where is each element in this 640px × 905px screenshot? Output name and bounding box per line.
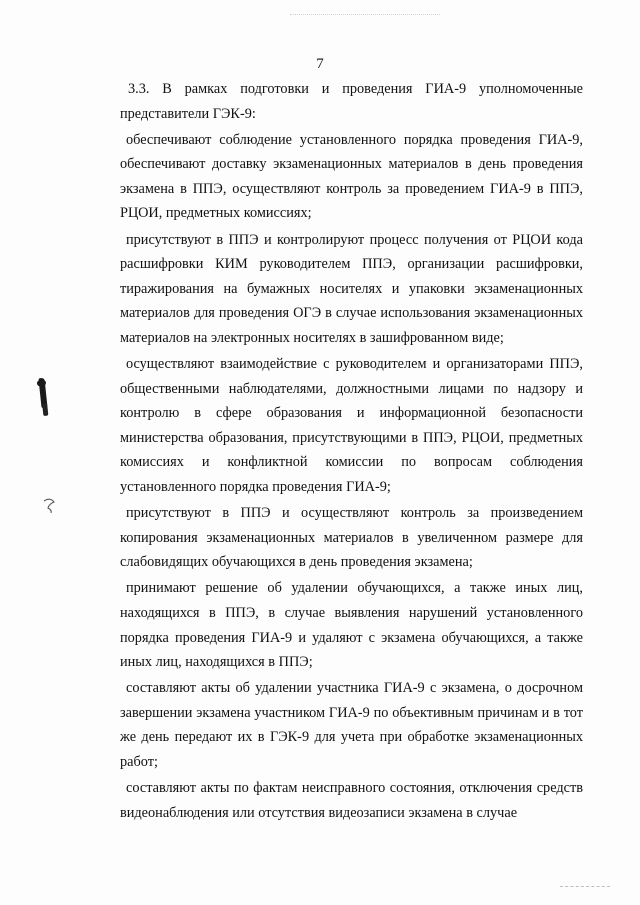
document-body <box>120 77 583 827</box>
paragraph-video-acts: составляют акты по фактам неисправного состояния, отключения средств видеонаблюдения или отсутствия видеозаписи экзамена в случае <box>120 780 583 821</box>
paragraph-copying-control: присутствуют в ППЭ и осуществляют контроль за произведением копирования экзаменационных материалов в увеличенном размере для слабовидящих обучающихся в день проведения экзамена; <box>120 505 583 571</box>
paragraph-ensure-order: обеспечивают соблюдение установленного порядка проведения ГИА-9, обеспечивают доставку экзаменационных материалов в день проведения экзамена в ППЭ, осуществляют контроль за проведением ГИА-9 в ППЭ, РЦОИ, предметных комиссиях; <box>120 131 583 222</box>
scan-artifact-top <box>290 14 440 19</box>
paragraph-removal-decision: принимают решение об удалении обучающихся, а также иных лиц, находящихся в ППЭ, в случае выявления нарушений установленного порядка проведения ГИА-9 и удаляют с экзамена обучающихся, а также иных лиц, находящихся в ППЭ; <box>120 580 583 671</box>
paragraph-interaction: осуществляют взаимодействие с руководителем и организаторами ППЭ, общественными наблюдателями, должностными лицами по надзору и контролю в сфере образования и информационной безопасности министерства образования, присутствующими в ППЭ, РЦОИ, предметных комиссиях и конфликтной комиссии по вопросам соблюдения установленного порядка проведения ГИА-9; <box>120 356 583 495</box>
page-number: 7 <box>316 56 324 72</box>
margin-pen-squiggle <box>40 495 60 515</box>
scan-artifact-bottom <box>560 886 610 891</box>
margin-ink-mark <box>38 378 47 408</box>
paragraph-present-decryption: присутствуют в ППЭ и контролируют процесс получения от РЦОИ кода расшифровки КИМ руководителем ППЭ, организации расшифровки, тиражирования на бумажных носителях и упаковки экзаменационных материалов для проведения ОГЭ в случае использования экзаменационных материалов на электронных носителях в зашифрованном виде; <box>120 231 583 346</box>
paragraph-3-3: 3.3. В рамках подготовки и проведения ГИА-9 уполномоченные представители ГЭК-9: <box>120 81 583 122</box>
paragraph-removal-acts: составляют акты об удалении участника ГИА-9 с экзамена, о досрочном завершении экзамена участником ГИА-9 по объективным причинам и в тот же день передают их в ГЭК-9 для учета при обработке экзаменационных работ; <box>120 680 583 771</box>
